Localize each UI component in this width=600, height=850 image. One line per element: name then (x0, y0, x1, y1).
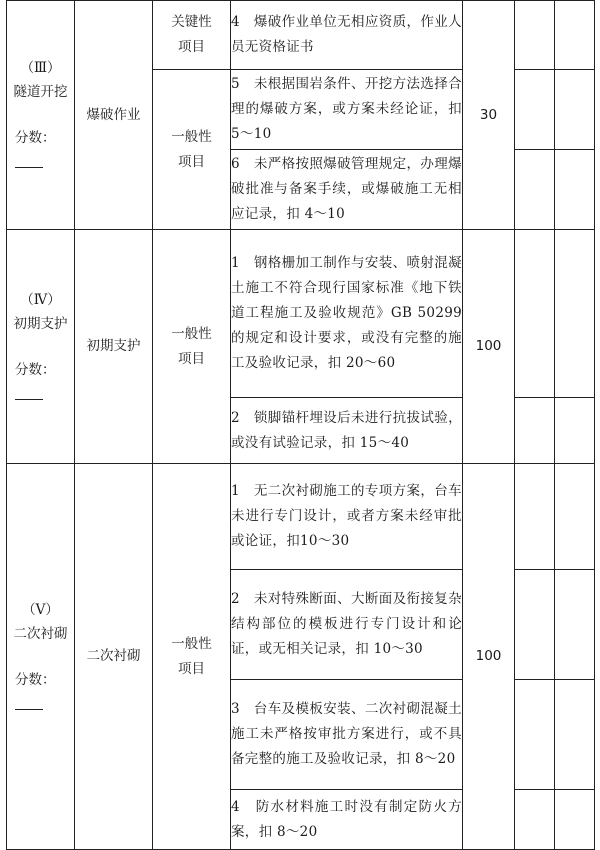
section-name: 隧道开挖 (13, 84, 68, 100)
item-name: 二次衬砌 (75, 464, 153, 850)
key-class-cell (153, 1, 231, 70)
blank-cell (555, 398, 595, 464)
row-sec5-entry1 (7, 464, 595, 570)
general-class-line2: 项目 (178, 350, 205, 367)
blank-cell (555, 150, 595, 230)
general-class-line1: 一般性 (171, 635, 212, 652)
blank-cell (555, 790, 595, 850)
points-cell: 30 (463, 1, 515, 230)
item-name: 初期支护 (75, 230, 153, 464)
blank-cell (555, 1, 595, 70)
item-name: 爆破作业 (75, 1, 153, 230)
general-class-cell (153, 70, 231, 230)
score-label: 分数： (15, 361, 56, 378)
blank-cell (515, 150, 555, 230)
section-cell-3 (7, 1, 75, 230)
blank-cell (515, 230, 555, 398)
general-class-line1: 一般性 (171, 128, 212, 145)
score-field (7, 126, 74, 174)
section-name: 二次衬砌 (13, 625, 68, 642)
row-sec4-entry1 (7, 230, 595, 398)
check-entry: 2 锁脚锚杆埋设后未进行抗拔试验，或没有试验记录，扣 15～40 (231, 398, 463, 464)
check-entry: 2 未对特殊断面、大断面及衔接复杂结构部位的模板进行专门设计和论证，或无相关记录，扣 10～30 (231, 570, 463, 680)
key-class-line1: 关键性 (171, 14, 212, 30)
check-entry: 1 钢格栅加工制作与安装、喷射混凝土施工不符合现行国家标准《地下铁道工程施工及验收规范》GB 50299 的规定和设计要求，或没有完整的施工及验收记录，扣 20～60 (231, 230, 463, 398)
blank-cell (515, 790, 555, 850)
check-entry: 4 爆破作业单位无相应资质，作业人员无资格证书 (231, 1, 463, 70)
score-field (7, 358, 74, 406)
section-cell-4 (7, 230, 75, 464)
key-class-line2: 项目 (178, 39, 205, 55)
blank-cell (515, 464, 555, 570)
section-cell-5 (7, 464, 75, 850)
inspection-table (6, 0, 595, 850)
blank-cell (555, 680, 595, 790)
general-class-line2: 项目 (178, 660, 205, 677)
row-sec3-entry4 (7, 1, 595, 70)
blank-cell (515, 570, 555, 680)
score-label: 分数： (15, 130, 56, 146)
score-blank (15, 385, 43, 400)
section-id: （Ⅳ） (20, 291, 61, 308)
check-entry: 5 未根据围岩条件、开挖方法选择合理的爆破方案，或方案未经论证，扣 5～10 (231, 70, 463, 150)
score-blank (15, 153, 43, 168)
blank-cell (515, 70, 555, 150)
blank-cell (515, 398, 555, 464)
blank-cell (515, 680, 555, 790)
blank-cell (515, 1, 555, 70)
general-class-cell (153, 230, 231, 464)
general-class-cell (153, 464, 231, 850)
score-field (7, 668, 74, 716)
check-entry: 6 未严格按照爆破管理规定，办理爆破批准与备案手续，或爆破施工无相应记录，扣 4～10 (231, 150, 463, 230)
general-class-line1: 一般性 (171, 325, 212, 342)
blank-cell (555, 70, 595, 150)
check-entry: 1 无二次衬砌施工的专项方案，台车未进行专门设计，或者方案未经审批或论证，扣10～30 (231, 464, 463, 570)
points-cell: 100 (463, 230, 515, 464)
points-cell: 100 (463, 464, 515, 850)
blank-cell (555, 230, 595, 398)
score-label: 分数： (15, 671, 56, 688)
check-entry: 3 台车及模板安装、二次衬砌混凝土施工未严格按审批方案进行，或不具备完整的施工及验收记录，扣 8～20 (231, 680, 463, 790)
check-entry: 4 防水材料施工时没有制定防火方案，扣 8～20 (231, 790, 463, 850)
section-name: 初期支护 (13, 315, 68, 332)
general-class-line2: 项目 (178, 153, 205, 170)
score-blank (15, 695, 43, 710)
blank-cell (555, 464, 595, 570)
blank-cell (555, 570, 595, 680)
section-id: （Ⅲ） (20, 60, 61, 76)
section-id: （Ⅴ） (22, 601, 59, 618)
